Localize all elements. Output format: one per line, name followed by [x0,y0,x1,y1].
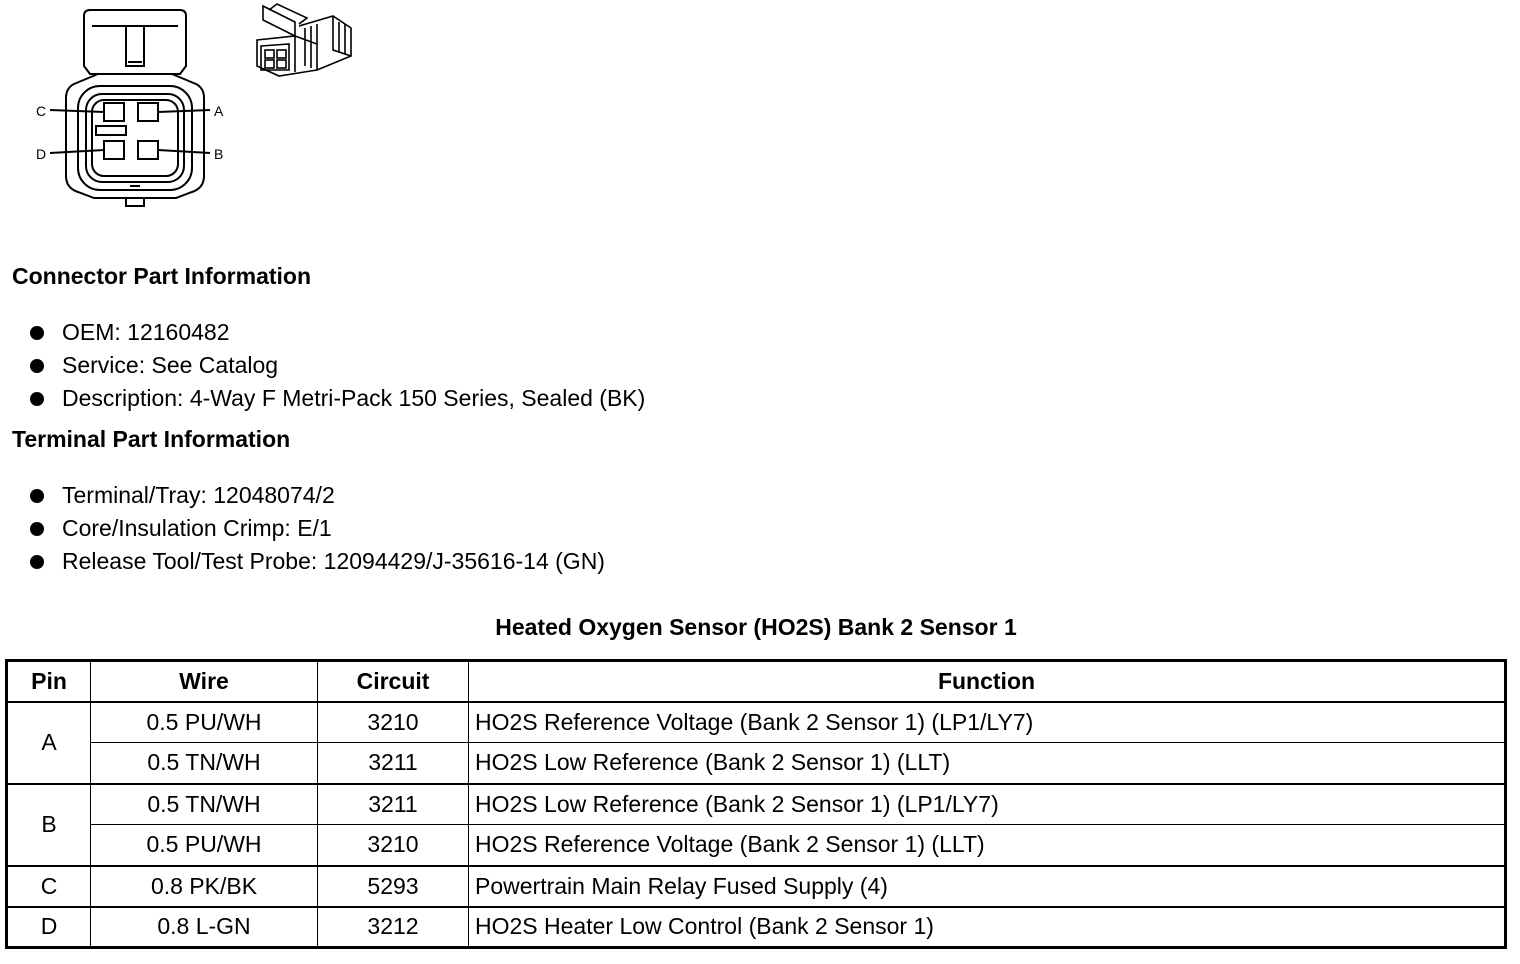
wire-cell: 0.8 PK/BK [91,866,318,907]
function-cell: HO2S Reference Voltage (Bank 2 Sensor 1) (LLT) [469,825,1506,866]
table-row [7,907,1506,948]
table-title: Heated Oxygen Sensor (HO2S) Bank 2 Sensor 1 [495,614,1017,640]
pin-label-c: C [36,103,47,119]
pin-cell: C [7,866,91,907]
function-cell: HO2S Low Reference (Bank 2 Sensor 1) (LP1/LY7) [469,784,1506,825]
bullet-icon [30,555,44,569]
list-item [30,349,645,382]
connector-part-info-heading: Connector Part Information [12,263,312,289]
table-row [7,702,1506,743]
pin-cell: D [7,907,91,948]
pin-label-a: A [214,103,224,119]
list-item [30,316,645,349]
function-cell: HO2S Reference Voltage (Bank 2 Sensor 1) (LP1/LY7) [469,702,1506,743]
terminal-part-info-list [30,479,605,578]
header-wire: Wire [91,661,318,702]
circuit-cell: 5293 [318,866,469,907]
pin-label-d: D [36,146,47,162]
circuit-cell: 3210 [318,702,469,743]
wire-cell: 0.8 L-GN [91,907,318,948]
header-pin: Pin [7,661,91,702]
wire-cell: 0.5 TN/WH [91,743,318,784]
bullet-icon [30,392,44,406]
connector-oem: OEM: 12160482 [62,319,230,345]
bullet-icon [30,489,44,503]
connector-description: Description: 4-Way F Metri-Pack 150 Series, Sealed (BK) [62,385,646,411]
connector-isometric-image [255,0,355,82]
header-circuit: Circuit [318,661,469,702]
connector-part-info-list [30,316,645,415]
core-insulation-crimp: Core/Insulation Crimp: E/1 [62,515,332,541]
table-row [7,784,1506,825]
terminal-part-info-heading: Terminal Part Information [12,426,291,452]
pin-cell: B [7,784,91,866]
terminal-tray: Terminal/Tray: 12048074/2 [62,482,335,508]
bullet-icon [30,522,44,536]
circuit-cell: 3212 [318,907,469,948]
connector-service: Service: See Catalog [62,352,279,378]
header-function: Function [469,661,1506,702]
bullet-icon [30,326,44,340]
list-item [30,382,645,415]
table-row [7,825,1506,866]
list-item [30,512,605,545]
bullet-icon [30,359,44,373]
circuit-cell: 3210 [318,825,469,866]
release-tool-test-probe: Release Tool/Test Probe: 12094429/J-35616-14 (GN) [62,548,605,574]
function-cell: HO2S Heater Low Control (Bank 2 Sensor 1) [469,907,1506,948]
connector-face-diagram [30,0,230,215]
table-row [7,866,1506,907]
circuit-cell: 3211 [318,784,469,825]
pin-cell: A [7,702,91,784]
list-item [30,545,605,578]
table-row [7,743,1506,784]
wire-cell: 0.5 PU/WH [91,825,318,866]
wire-cell: 0.5 PU/WH [91,702,318,743]
function-cell: HO2S Low Reference (Bank 2 Sensor 1) (LLT) [469,743,1506,784]
circuit-cell: 3211 [318,743,469,784]
function-cell: Powertrain Main Relay Fused Supply (4) [469,866,1506,907]
wire-cell: 0.5 TN/WH [91,784,318,825]
pin-label-b: B [214,146,224,162]
pinout-table [5,659,1507,949]
list-item [30,479,605,512]
table-header-row [7,661,1506,702]
